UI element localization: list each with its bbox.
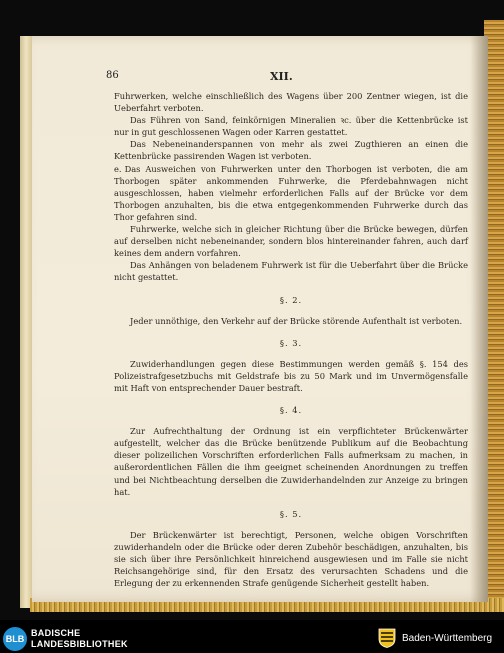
paragraph: Das Führen von Sand, feinkörnigen Mineralien ꝛc. über die Kettenbrücke ist nur in gut geschlossenen Wagen oder Karren gestattet. [114, 115, 468, 138]
page-header [32, 70, 488, 84]
page-stack-edge [20, 36, 32, 608]
section-heading: §. 2. [279, 294, 303, 305]
section-paragraph: Der Brückenwärter ist berechtigt, Personen, welche obigen Vorschriften zuwiderhandeln oder die Brücke oder deren Zubehör beschädigen, anzuhalten, bis sie sich über ihre Persönlichkeit hinreichend ausgewiesen und im Falle sie nicht Reichsangehörige sind, für den Ersatz des verursachten Schadens und die Erlegung der zu erkennenden Strafe genügende Sicherheit gestellt haben. [114, 529, 468, 589]
paragraph: Fuhrwerke, welche sich in gleicher Richtung über die Brücke bewegen, dürfen auf derselben nicht nebeneinander, sondern blos hintereinander fahren, auch darf keines dem andern vorfahren. [114, 224, 468, 259]
blb-name[interactable] [31, 628, 128, 650]
baden-wuerttemberg-coat-of-arms-icon[interactable] [378, 628, 396, 648]
section-heading: §. 3. [279, 337, 303, 348]
page-body [114, 90, 468, 589]
item-marker: e. [114, 163, 122, 174]
spine-shadow [470, 36, 488, 602]
section-heading: §. 4. [279, 405, 303, 416]
bw-name[interactable]: Baden-Württemberg [402, 633, 493, 644]
section-paragraph: Zur Aufrechthaltung der Ordnung ist ein verpflichteter Brückenwärter aufgestellt, welcher das die Brücke benützende Publikum auf die Beobachtung dieser polizeilichen Vorschriften erforderlichen Falls aufmerksam zu machen, in außerordentlichen Fällen die ihm geeignet scheinenden Anordnungen zu treffen und bei Nichtbeachtung derselben die Zuwiderhandelnden zur Anzeige zu bringen hat. [114, 426, 468, 497]
book-page [32, 36, 488, 602]
paragraph: Fuhrwerken, welche einschließlich des Wagens über 200 Zentner wiegen, ist die Ueberfahrt verboten. [114, 91, 468, 114]
section-paragraph: Jeder unnöthige, den Verkehr auf der Brücke störende Aufenthalt ist verboten. [130, 315, 463, 326]
running-head: XII. [270, 70, 293, 83]
paragraph-text: Das Ausweichen von Fuhrwerken unter den Thorbogen ist verboten, die am Thorbogen später ankommenden Fuhrwerke, die Pferdebahnwagen nicht ausgeschlossen, haben vielmehr erforderlichen Falls auf der Brücke vor dem Thorbogen anzuhalten, bis die etwa entgegenkommenden Fuhrwerke durch das Thor gefahren sind. [114, 163, 468, 222]
paragraph: Das Nebeneinanderspannen von mehr als zwei Zugthieren an einen die Kettenbrücke passirenden Wagen ist verboten. [114, 139, 468, 162]
blb-name-line1: BADISCHE [31, 628, 81, 638]
paragraph: Das Anhängen von beladenem Fuhrwerk ist für die Ueberfahrt über die Brücke nicht gestattet. [114, 260, 468, 283]
section-paragraph: Zuwiderhandlungen gegen diese Bestimmungen werden gemäß §. 154 des Polizeistrafgesetzbuchs mit Geldstrafe bis zu 50 Mark und im Unvermögensfalle mit Haft von entsprechender Dauer bestraft. [114, 358, 468, 393]
page-number: 86 [106, 70, 119, 81]
list-item-paragraph [114, 163, 468, 223]
blb-name-line2: LANDESBIBLIOTHEK [31, 639, 128, 649]
blb-logo-icon[interactable]: BLB [3, 627, 27, 651]
section-heading: §. 5. [279, 508, 303, 519]
